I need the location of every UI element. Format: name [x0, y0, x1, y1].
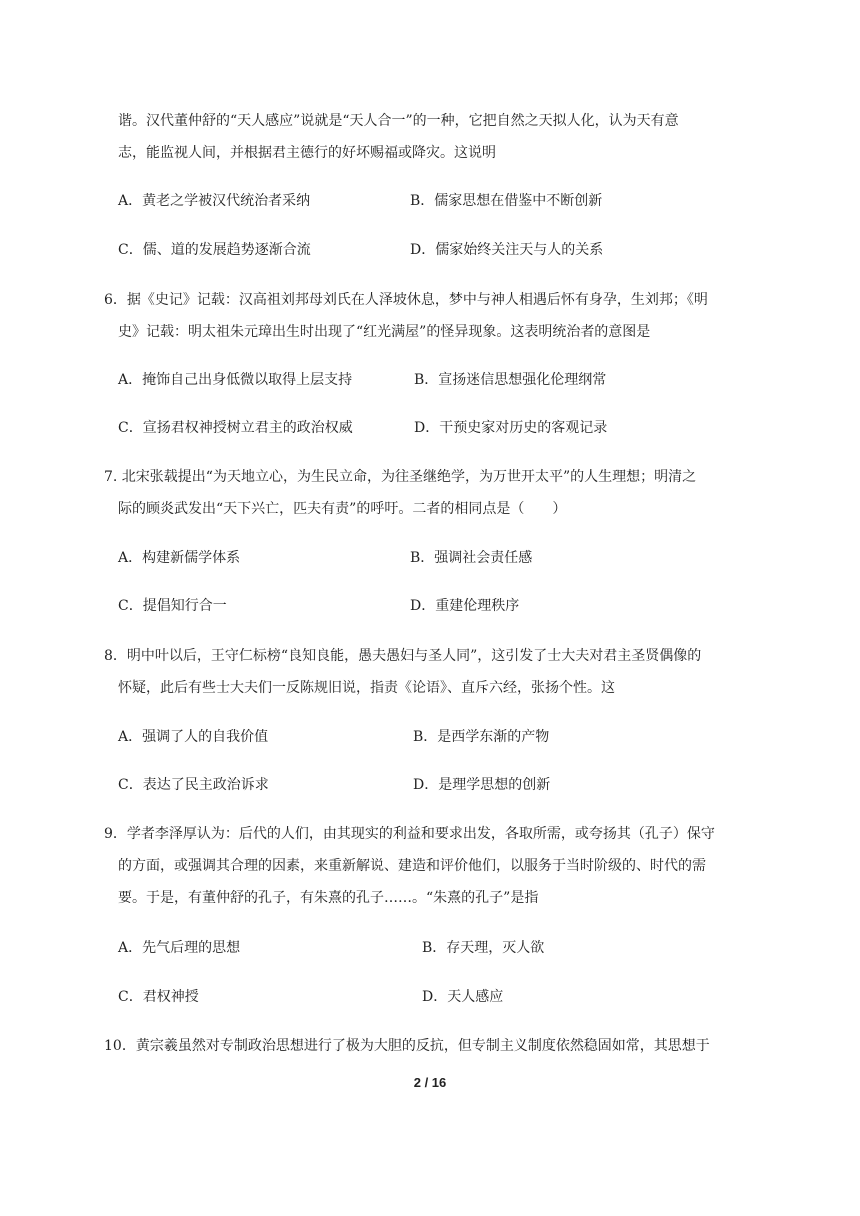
q7-option-a: A．构建新儒学体系	[118, 550, 241, 566]
q6-option-b: B．宣扬迷信思想强化伦理纲常	[414, 372, 607, 388]
q9-text-line1: 9．学者李泽厚认为：后代的人们，由其现实的利益和要求出发，各取所需，或夸扬其（孔子）保守	[104, 826, 715, 842]
q8-option-d: D．是理学思想的创新	[413, 777, 551, 793]
q8-option-b: B．是西学东渐的产物	[413, 729, 550, 745]
q6-option-a: A．掩饰自己出身低微以取得上层支持	[118, 372, 353, 388]
q8-text-line2: 怀疑，此后有些士大夫们一反陈规旧说，指责《论语》、直斥六经，张扬个性。这	[118, 680, 615, 696]
q5-text-line2: 志，能监视人间，并根据君主德行的好坏赐福或降灾。这说明	[118, 145, 496, 161]
q7-option-d: D．重建伦理秩序	[410, 598, 520, 614]
q9-option-d: D．天人感应	[422, 989, 504, 1005]
q5-option-c: C．儒、道的发展趋势逐渐合流	[118, 242, 311, 258]
q6-option-c: C．宣扬君权神授树立君主的政治权威	[118, 420, 353, 436]
q9-text-line3: 要。于是，有董仲舒的孔子，有朱熹的孔子……。“朱熹的孔子”是指	[118, 890, 539, 906]
q7-text-line2: 际的顾炎武发出“天下兴亡，匹夫有责”的呼吁。二者的相同点是（ ）	[118, 501, 567, 517]
q9-option-b: B．存天理，灭人欲	[422, 940, 545, 956]
q6-text-line2: 史》记载：明太祖朱元璋出生时出现了“红光满屋”的怪异现象。这表明统治者的意图是	[118, 324, 651, 340]
q10-text-line1: 10．黄宗羲虽然对专制政治思想进行了极为大胆的反抗，但专制主义制度依然稳固如常，其思想于	[104, 1038, 710, 1054]
q6-option-d: D．干预史家对历史的客观记录	[414, 420, 608, 436]
q8-option-c: C．表达了民主政治诉求	[118, 777, 269, 793]
q9-text-line2: 的方面，或强调其合理的因素，来重新解说、建造和评价他们，以服务于当时阶级的、时代的需	[118, 858, 706, 874]
q8-option-a: A．强调了人的自我价值	[118, 729, 269, 745]
q5-option-b: B．儒家思想在借鉴中不断创新	[410, 193, 603, 209]
q5-text-line1: 谐。汉代董仲舒的“天人感应”说就是“天人合一”的一种，它把自然之天拟人化，认为天有意	[118, 113, 679, 129]
q9-option-a: A．先气后理的思想	[118, 940, 241, 956]
q9-option-c: C．君权神授	[118, 989, 199, 1005]
q5-option-a: A．黄老之学被汉代统治者采纳	[118, 193, 311, 209]
q5-option-d: D．儒家始终关注天与人的关系	[410, 242, 604, 258]
q7-text-line1: 7. 北宋张载提出“为天地立心，为生民立命，为往圣继绝学，为万世开太平”的人生理想；明清之	[104, 469, 697, 485]
q8-text-line1: 8．明中叶以后，王守仁标榜“良知良能，愚夫愚妇与圣人同”，这引发了士大夫对君主圣贤偶像的	[104, 648, 702, 664]
q7-option-c: C．提倡知行合一	[118, 598, 227, 614]
q7-option-b: B．强调社会责任感	[410, 550, 533, 566]
q6-text-line1: 6．据《史记》记载：汉高祖刘邦母刘氏在人泽坡休息，梦中与神人相遇后怀有身孕，生刘邦；《明	[104, 292, 708, 308]
page-number: 2 / 16	[413, 1075, 447, 1090]
